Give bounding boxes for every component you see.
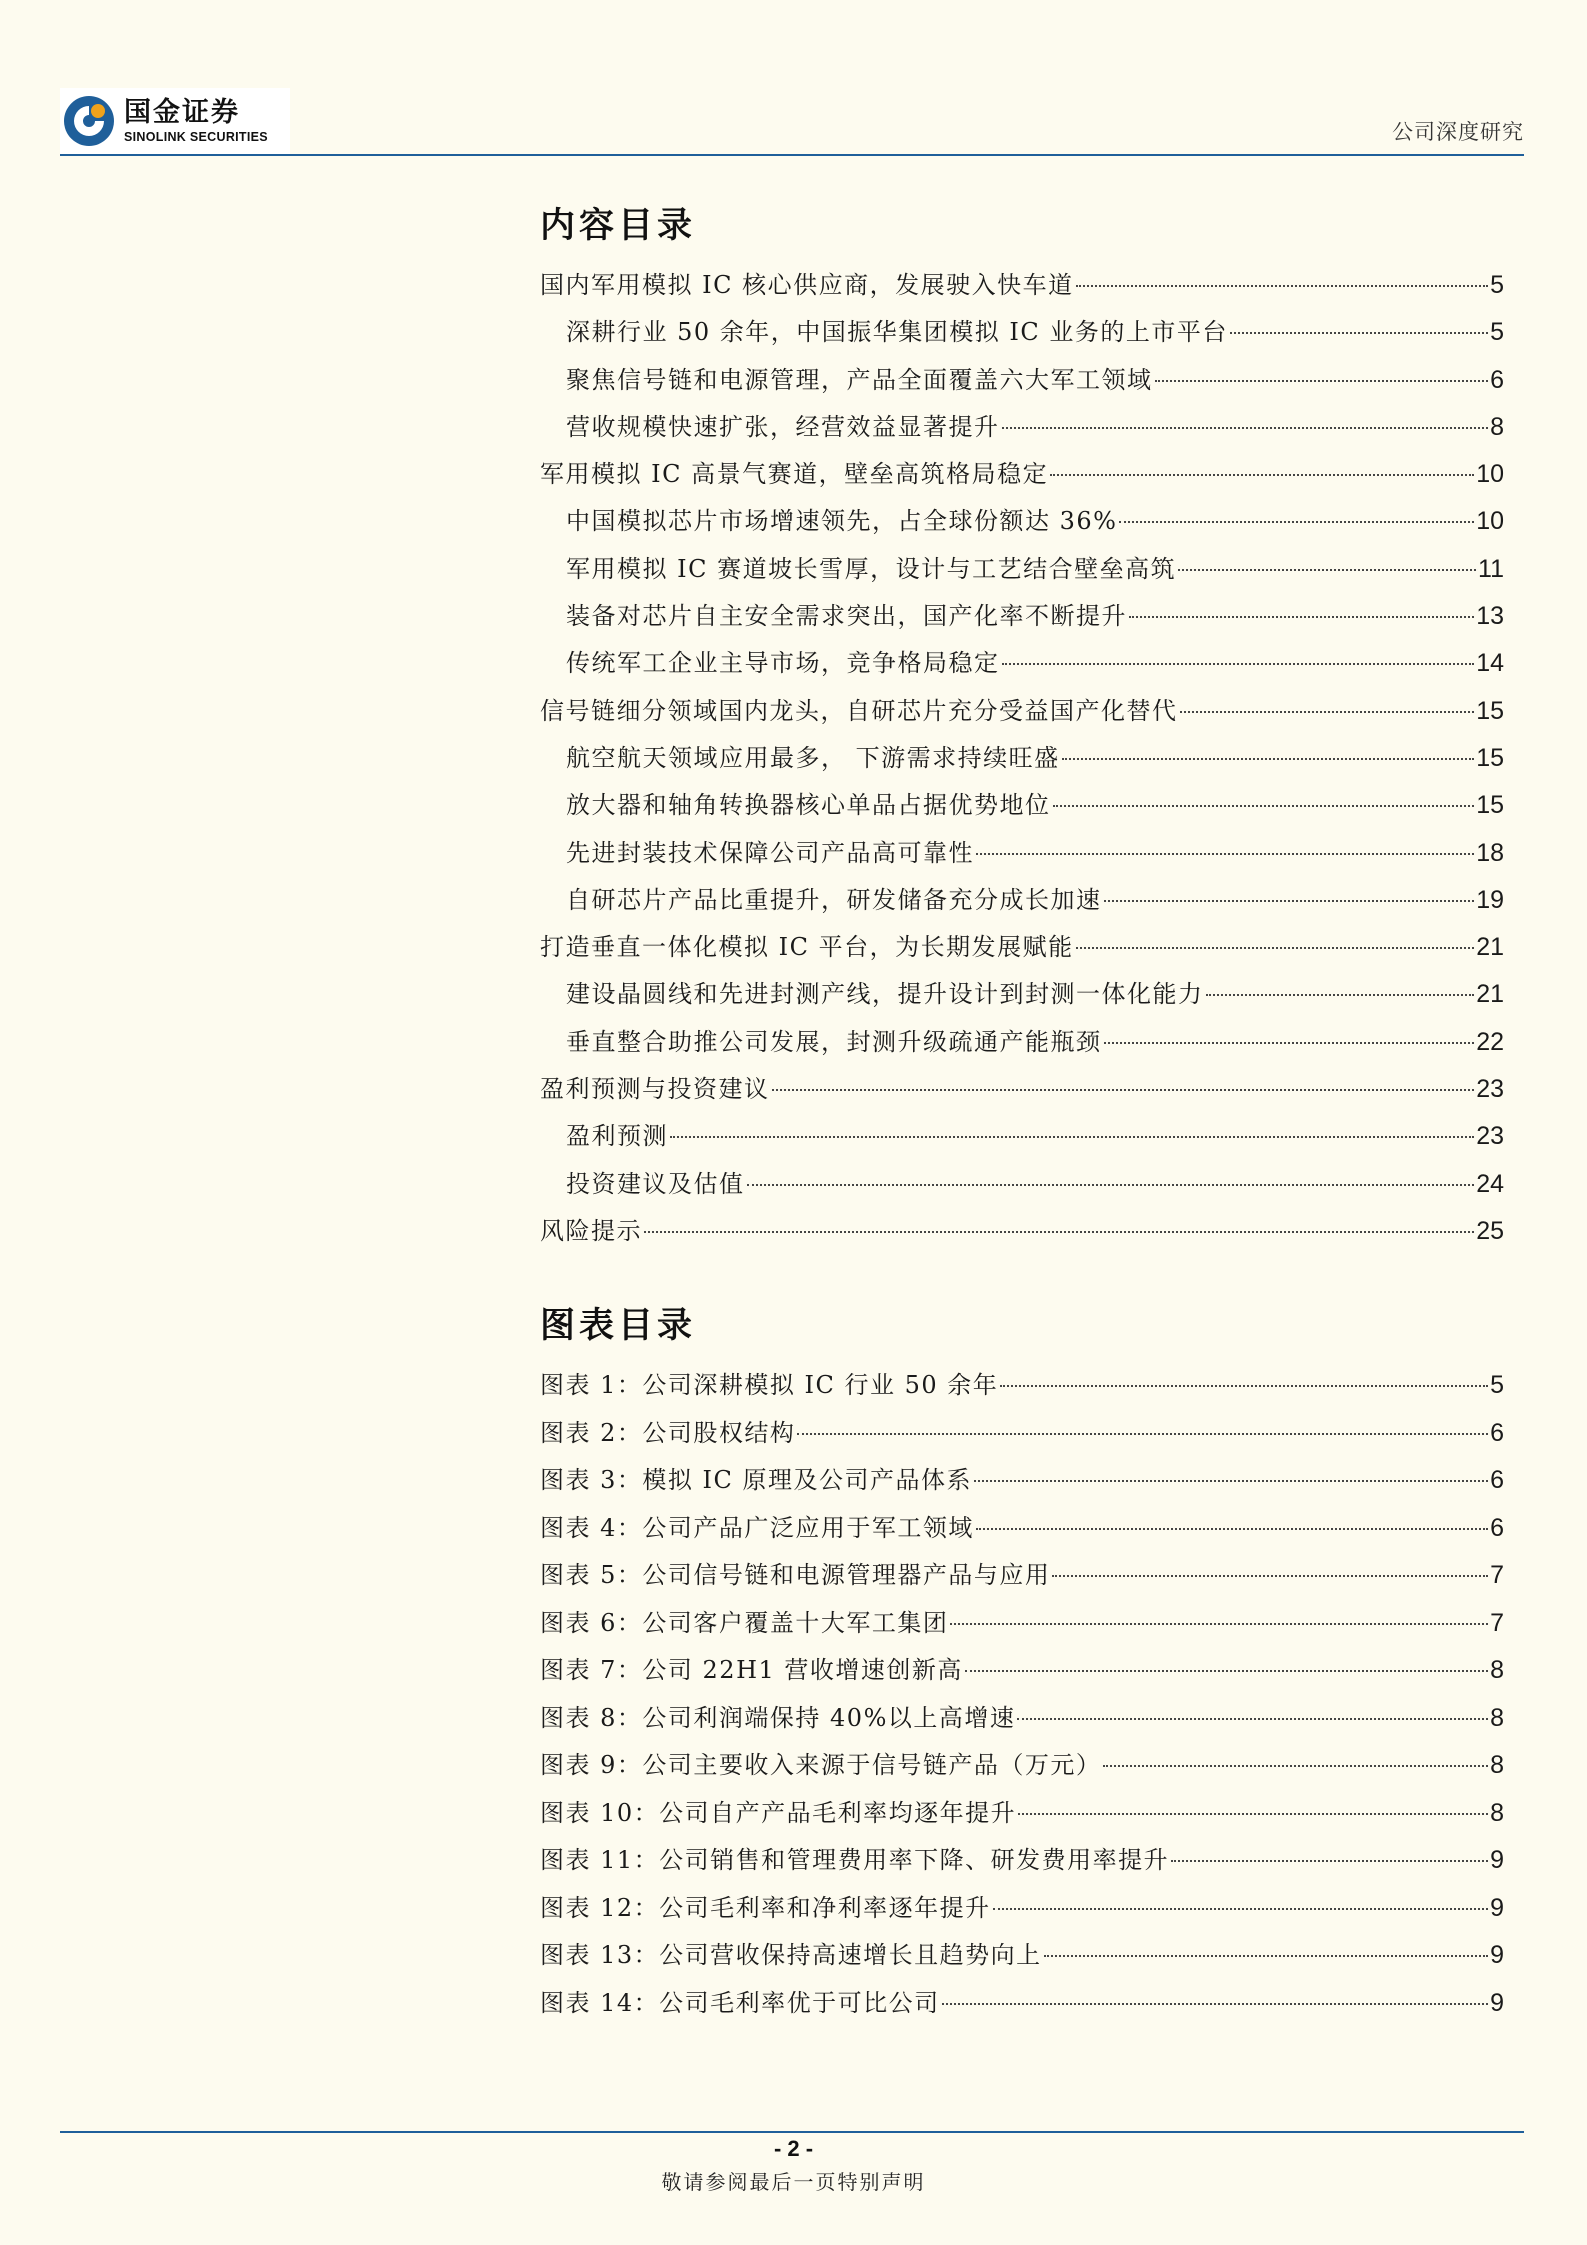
contents-entry-label: 航空航天领域应用最多， 下游需求持续旺盛 xyxy=(566,743,1060,772)
figures-entry-page: 9 xyxy=(1490,1941,1504,1969)
contents-entry[interactable] xyxy=(540,309,1504,356)
dot-leader xyxy=(1076,947,1475,949)
dot-leader xyxy=(1103,1765,1488,1767)
contents-entry[interactable] xyxy=(540,1161,1504,1208)
contents-entry-label: 聚焦信号链和电源管理，产品全面覆盖六大军工领域 xyxy=(566,365,1153,394)
contents-entry[interactable] xyxy=(540,830,1504,877)
figures-entry-label: 图表 1：公司深耕模拟 IC 行业 50 余年 xyxy=(540,1371,999,1399)
contents-entry[interactable] xyxy=(540,640,1504,687)
contents-entry[interactable] xyxy=(540,404,1504,451)
contents-entry-label: 打造垂直一体化模拟 IC 平台，为长期发展赋能 xyxy=(540,933,1074,962)
dot-leader xyxy=(1018,1813,1488,1815)
contents-entry-label: 国内军用模拟 IC 核心供应商，发展驶入快车道 xyxy=(540,271,1074,299)
dot-leader xyxy=(772,1089,1475,1091)
report-type-label: 公司深度研究 xyxy=(1392,120,1524,144)
figures-entry-label: 图表 12：公司毛利率和净利率逐年提升 xyxy=(540,1893,991,1922)
page-number: - 2 - xyxy=(773,2136,814,2161)
contents-title: 内容目录 xyxy=(540,206,697,246)
contents-entry-page: 11 xyxy=(1478,554,1504,583)
dot-leader xyxy=(1062,758,1475,760)
dot-leader xyxy=(965,1670,1488,1672)
dot-leader xyxy=(1180,711,1475,713)
dot-leader xyxy=(1155,380,1489,382)
figures-entry[interactable] xyxy=(540,1410,1504,1458)
dot-leader xyxy=(1119,521,1474,523)
figures-entry[interactable] xyxy=(540,1837,1504,1885)
figures-entry-page: 7 xyxy=(1490,1561,1504,1589)
contents-entry-page: 19 xyxy=(1476,885,1504,914)
figures-entry-label: 图表 10：公司自产产品毛利率均逐年提升 xyxy=(540,1798,1017,1827)
company-logo xyxy=(60,88,290,154)
contents-entry-label: 自研芯片产品比重提升，研发储备充分成长加速 xyxy=(566,885,1102,914)
contents-entry-label: 投资建议及估值 xyxy=(566,1169,745,1198)
contents-entry-label: 风险提示 xyxy=(540,1216,642,1245)
contents-entry-label: 先进封装技术保障公司产品高可靠性 xyxy=(566,838,974,867)
contents-entry[interactable] xyxy=(540,1019,1504,1066)
logo-text xyxy=(124,97,268,145)
figures-list xyxy=(540,1362,1504,2027)
contents-entry-label: 中国模拟芯片市场增速领先，占全球份额达 36% xyxy=(566,507,1118,536)
contents-entry-page: 21 xyxy=(1476,980,1504,1009)
contents-entry-label: 盈利预测与投资建议 xyxy=(540,1075,770,1104)
figures-entry-label: 图表 8：公司利润端保持 40%以上高增速 xyxy=(540,1703,1016,1732)
figures-entry[interactable] xyxy=(540,1980,1504,2028)
contents-entry[interactable] xyxy=(540,593,1504,640)
contents-list xyxy=(540,262,1504,1255)
contents-entry-label: 深耕行业 50 余年，中国振华集团模拟 IC 业务的上市平台 xyxy=(566,318,1228,347)
dot-leader xyxy=(670,1136,1474,1138)
figures-entry[interactable] xyxy=(540,1600,1504,1648)
contents-entry-label: 军用模拟 IC 高景气赛道，壁垒高筑格局稳定 xyxy=(540,460,1049,489)
dot-leader xyxy=(644,1231,1474,1233)
figures-entry-page: 9 xyxy=(1490,1846,1504,1874)
dot-leader xyxy=(950,1623,1488,1625)
dot-leader xyxy=(1000,1385,1488,1387)
dot-leader xyxy=(1002,663,1475,665)
dot-leader xyxy=(974,1480,1488,1482)
figures-entry[interactable] xyxy=(540,1790,1504,1838)
figures-entry-label: 图表 11：公司销售和管理费用率下降、研发费用率提升 xyxy=(540,1846,1170,1874)
figures-entry[interactable] xyxy=(540,1362,1504,1410)
dot-leader xyxy=(1050,474,1474,476)
figures-entry-page: 6 xyxy=(1490,1466,1504,1494)
dot-leader xyxy=(1076,285,1488,287)
figures-entry-label: 图表 13：公司营收保持高速增长且趋势向上 xyxy=(540,1941,1042,1969)
contents-entry-page: 23 xyxy=(1476,1075,1504,1104)
contents-entry-page: 15 xyxy=(1476,696,1504,725)
contents-entry[interactable] xyxy=(540,735,1504,782)
figures-entry-label: 图表 7：公司 22H1 营收增速创新高 xyxy=(540,1656,963,1684)
dot-leader xyxy=(1129,616,1474,618)
contents-entry[interactable] xyxy=(540,262,1504,309)
contents-section xyxy=(540,200,1504,1255)
contents-entry-label: 建设晶圆线和先进封测产线，提升设计到封测一体化能力 xyxy=(566,980,1204,1009)
dot-leader xyxy=(942,2003,1488,2005)
contents-entry[interactable] xyxy=(540,357,1504,404)
dot-leader xyxy=(1230,332,1488,334)
contents-entry[interactable] xyxy=(540,688,1504,735)
figures-entry-page: 6 xyxy=(1490,1418,1504,1447)
contents-entry-page: 6 xyxy=(1490,365,1504,394)
page-header xyxy=(60,88,1524,154)
figures-entry-page: 8 xyxy=(1490,1703,1504,1732)
contents-entry-page: 10 xyxy=(1476,460,1504,489)
dot-leader xyxy=(993,1908,1488,1910)
contents-entry-page: 22 xyxy=(1476,1027,1504,1056)
figures-entry-page: 9 xyxy=(1490,1988,1504,2017)
dot-leader xyxy=(1053,805,1475,807)
dot-leader xyxy=(1171,1860,1488,1862)
dot-leader xyxy=(976,1528,1488,1530)
figures-entry-page: 5 xyxy=(1490,1371,1504,1399)
dot-leader xyxy=(747,1184,1475,1186)
figures-entry-label: 图表 4：公司产品广泛应用于军工领域 xyxy=(540,1513,974,1542)
contents-entry-label: 营收规模快速扩张，经营效益显著提升 xyxy=(566,412,1000,441)
contents-entry-label: 垂直整合助推公司发展，封测升级疏通产能瓶颈 xyxy=(566,1027,1102,1056)
contents-entry-page: 10 xyxy=(1476,507,1504,536)
contents-entry-page: 21 xyxy=(1476,933,1504,962)
contents-entry[interactable] xyxy=(540,498,1504,545)
figures-entry-page: 8 xyxy=(1490,1751,1504,1779)
contents-entry-page: 24 xyxy=(1476,1169,1504,1198)
contents-entry-page: 8 xyxy=(1490,412,1504,441)
figures-entry-page: 9 xyxy=(1490,1893,1504,1922)
dot-leader xyxy=(1002,427,1489,429)
figures-entry[interactable] xyxy=(540,1457,1504,1505)
dot-leader xyxy=(1052,1575,1488,1577)
logo-english-name: SINOLINK SECURITIES xyxy=(124,130,268,144)
contents-entry[interactable] xyxy=(540,782,1504,829)
figures-entry-label: 图表 5：公司信号链和电源管理器产品与应用 xyxy=(540,1561,1051,1589)
contents-entry-label: 装备对芯片自主安全需求突出，国产化率不断提升 xyxy=(566,602,1127,631)
contents-entry-page: 14 xyxy=(1476,649,1504,678)
contents-entry[interactable] xyxy=(540,924,1504,971)
dot-leader xyxy=(1044,1955,1488,1957)
figures-entry[interactable] xyxy=(540,1695,1504,1743)
figures-entry-page: 6 xyxy=(1490,1513,1504,1542)
footer-divider xyxy=(60,2131,1524,2133)
contents-entry-page: 15 xyxy=(1476,743,1504,772)
figures-entry[interactable] xyxy=(540,1932,1504,1980)
contents-entry-page: 15 xyxy=(1476,791,1504,820)
footer-disclaimer: 敬请参阅最后一页特别声明 xyxy=(661,2170,926,2194)
contents-entry[interactable] xyxy=(540,546,1504,593)
contents-entry-label: 军用模拟 IC 赛道坡长雪厚，设计与工艺结合壁垒高筑 xyxy=(566,554,1177,583)
dot-leader xyxy=(976,853,1474,855)
figures-entry-page: 8 xyxy=(1490,1798,1504,1827)
contents-entry-page: 25 xyxy=(1476,1216,1504,1245)
contents-entry-label: 传统军工企业主导市场，竞争格局稳定 xyxy=(566,649,1000,678)
figures-entry-label: 图表 9：公司主要收入来源于信号链产品（万元） xyxy=(540,1751,1102,1779)
figures-entry[interactable] xyxy=(540,1505,1504,1553)
figures-entry-page: 8 xyxy=(1490,1656,1504,1684)
dot-leader xyxy=(1017,1718,1488,1720)
figures-entry[interactable] xyxy=(540,1552,1504,1600)
header-divider xyxy=(60,154,1524,156)
figures-entry[interactable] xyxy=(540,1742,1504,1790)
contents-entry-page: 5 xyxy=(1490,318,1504,347)
figures-entry[interactable] xyxy=(540,1885,1504,1933)
logo-mark-icon xyxy=(62,94,116,148)
figures-entry-label: 图表 14：公司毛利率优于可比公司 xyxy=(540,1988,940,2017)
contents-entry-page: 5 xyxy=(1490,271,1504,299)
figures-entry-label: 图表 2：公司股权结构 xyxy=(540,1418,796,1447)
contents-entry[interactable] xyxy=(540,971,1504,1018)
contents-entry-page: 18 xyxy=(1476,838,1504,867)
figures-title: 图表目录 xyxy=(540,1306,697,1346)
contents-entry-label: 放大器和轴角转换器核心单品占据优势地位 xyxy=(566,791,1051,820)
contents-entry-page: 23 xyxy=(1476,1122,1504,1151)
figures-entry-label: 图表 3：模拟 IC 原理及公司产品体系 xyxy=(540,1466,972,1494)
figures-entry-label: 图表 6：公司客户覆盖十大军工集团 xyxy=(540,1608,949,1637)
contents-entry[interactable] xyxy=(540,451,1504,498)
contents-entry[interactable] xyxy=(540,877,1504,924)
figures-section xyxy=(540,1300,1504,2027)
contents-entry[interactable] xyxy=(540,1208,1504,1255)
logo-chinese-name: 国金证券 xyxy=(124,97,240,128)
dot-leader xyxy=(1104,900,1475,902)
figures-entry-page: 7 xyxy=(1490,1608,1504,1637)
contents-entry-label: 盈利预测 xyxy=(566,1122,668,1151)
dot-leader xyxy=(1206,994,1475,996)
contents-entry[interactable] xyxy=(540,1113,1504,1160)
contents-entry[interactable] xyxy=(540,1066,1504,1113)
dot-leader xyxy=(797,1433,1488,1435)
figures-entry[interactable] xyxy=(540,1647,1504,1695)
dot-leader xyxy=(1178,569,1476,571)
contents-entry-page: 13 xyxy=(1476,602,1504,631)
dot-leader xyxy=(1104,1042,1475,1044)
contents-entry-label: 信号链细分领域国内龙头，自研芯片充分受益国产化替代 xyxy=(540,696,1178,725)
